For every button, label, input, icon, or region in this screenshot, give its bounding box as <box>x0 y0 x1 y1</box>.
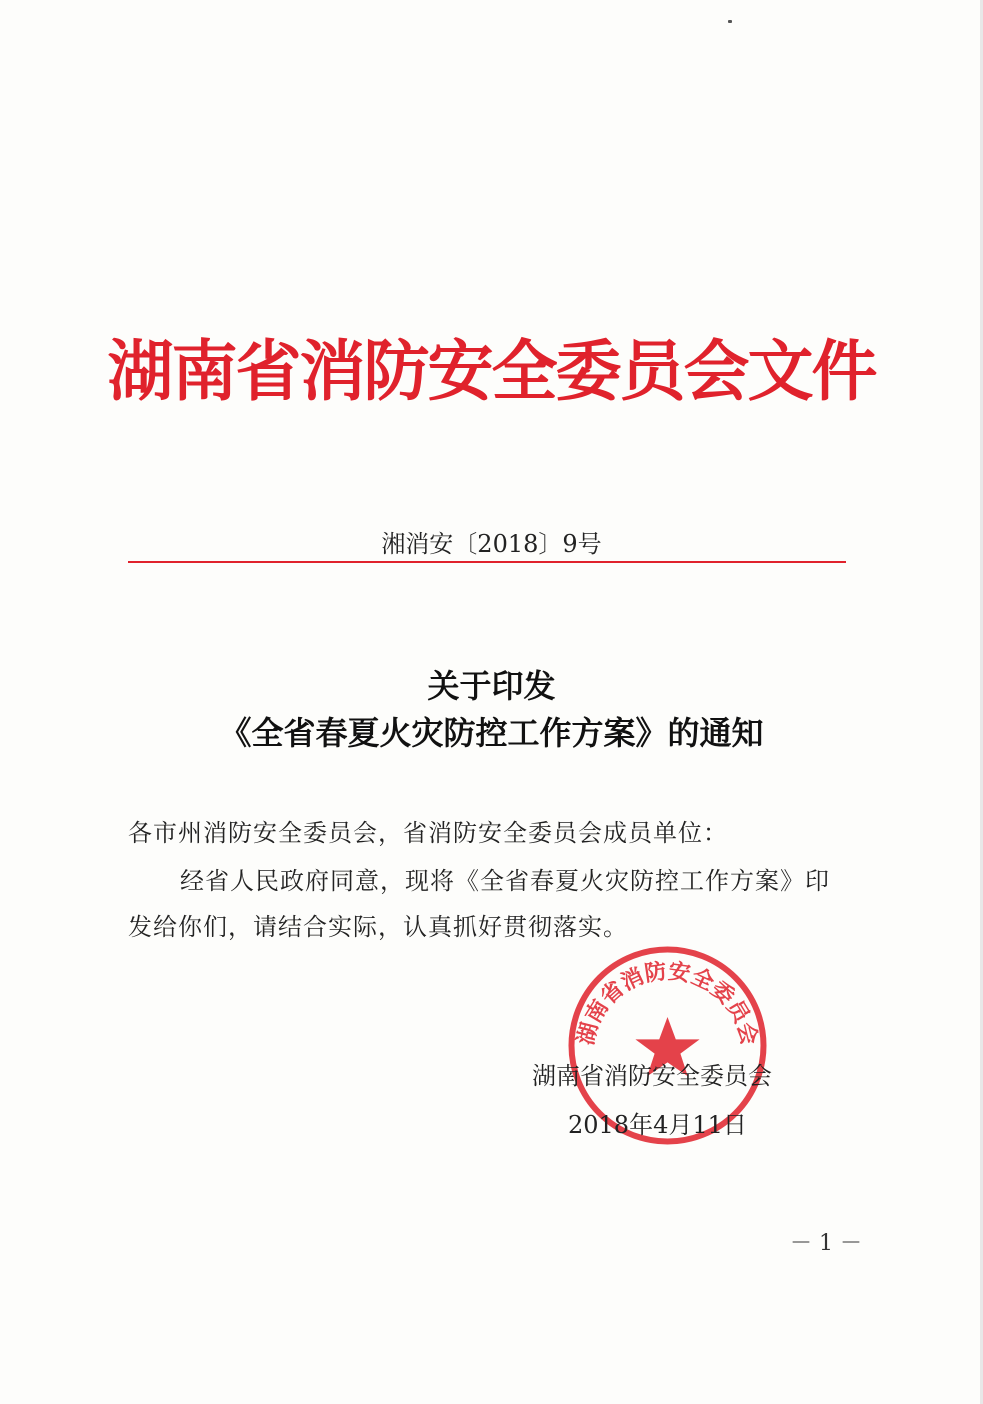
red-separator-line <box>128 561 846 563</box>
document-masthead: 湖南省消防安全委员会文件 <box>107 332 876 410</box>
body-line-1: 经省人民政府同意，现将《全省春夏火灾防控工作方案》印 <box>180 867 830 895</box>
issue-date: 2018年4月11日 <box>568 1111 747 1139</box>
page-number: － 1 － <box>790 1231 862 1256</box>
salutation: 各市州消防安全委员会，省消防安全委员会成员单位： <box>128 819 728 847</box>
issuer-name: 湖南省消防安全委员会 <box>532 1062 772 1090</box>
body-line-2: 发给你们，请结合实际，认真抓好贯彻落实。 <box>128 913 628 941</box>
document-number: 湘消安〔2018〕9号 <box>381 530 602 558</box>
title-line-1: 关于印发 <box>427 667 556 705</box>
seal-text: 湖南省消防安全委员会 <box>572 958 763 1048</box>
scan-speck <box>728 20 732 23</box>
title-line-2: 《全省春夏火灾防控工作方案》的通知 <box>219 714 764 752</box>
